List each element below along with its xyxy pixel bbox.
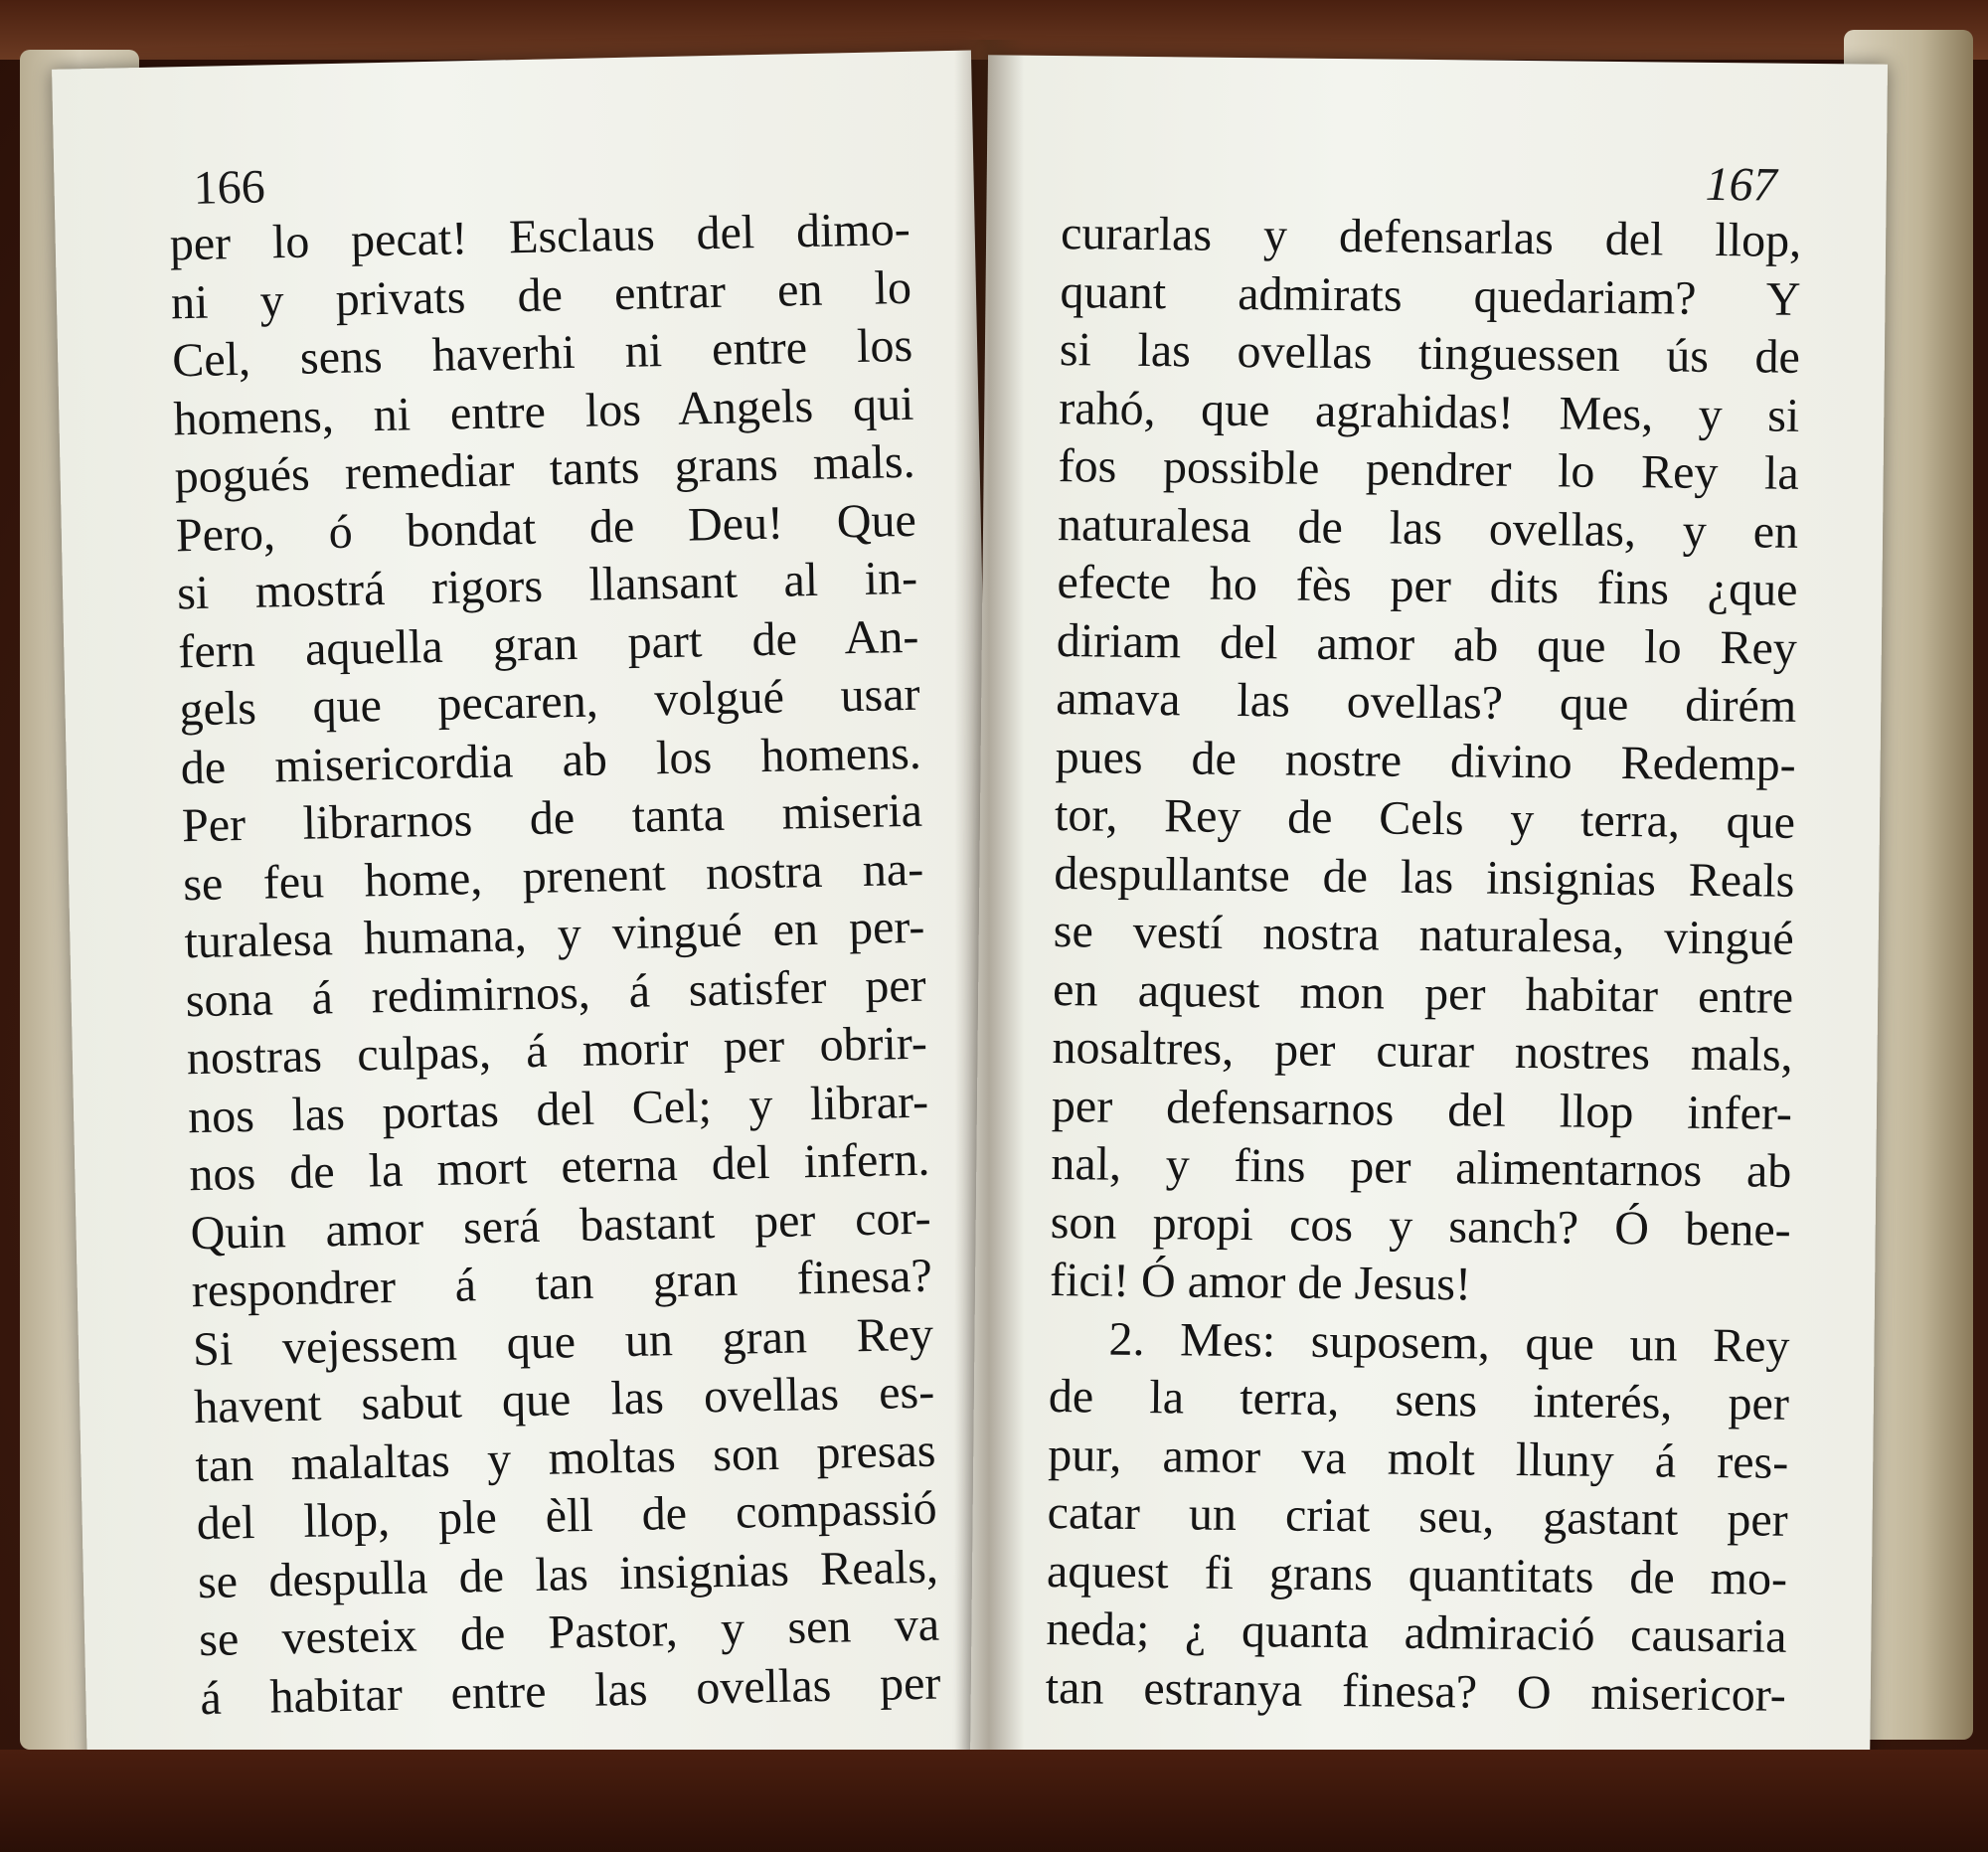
text-line: naturalesa de las ovellas, y en [1057,497,1799,559]
text-line: nostras culpas, á morir per obrir- [186,1016,928,1086]
text-line: nal, y fins per alimentarnos ab [1051,1137,1792,1198]
text-line: Si vejessem que un gran Rey [192,1307,934,1376]
text-line: Cel, sens haverhi ni entre los [171,318,913,388]
text-line: se vesteix de Pastor, y sen va [198,1598,940,1667]
text-line: de la terra, sens interés, per [1048,1370,1790,1431]
text-line: se feu home, prenent nostra na- [182,842,924,911]
text-line: quant admirats quedariam? Y [1060,264,1801,326]
shelf-bottom [0,1750,1988,1852]
text-line: pogués remediar tants grans mals. [174,434,916,504]
text-line: tan estranya finesa? O misericor- [1045,1660,1787,1722]
text-line: curarlas y defensarlas del llop, [1060,207,1802,267]
text-line: fici! Ó amor de Jesus! [1049,1254,1472,1311]
text-line: neda; ¿ quanta admiració causaria [1046,1602,1787,1663]
text-line: Per librarnos de tanta miseria [181,783,923,853]
text-line: nos las portas del Cel; y librar- [187,1075,929,1143]
right-page-text [1046,205,1802,1725]
text-line: amava las ovellas? que dirém [1055,672,1797,733]
page-number-right: 167 [1705,157,1777,212]
page-number-left: 166 [193,160,266,215]
text-line: turalesa humana, y vingué en per- [183,900,925,969]
left-page-text [169,201,941,1728]
text-line: nos de la mort eterna del infern. [188,1132,930,1202]
text-line: fos possible pendrer lo Rey la [1058,439,1799,500]
text-line: 2. Mes: suposem, que un Rey [1108,1312,1790,1373]
text-line: si mostrá rigors llansant al in- [176,551,918,620]
text-line: per lo pecat! Esclaus del dimo- [169,202,911,271]
text-line: respondrer á tan gran finesa? [191,1249,933,1318]
text-line: nosaltres, per curar nostres mals, [1052,1021,1793,1082]
text-line: havent sabut que las ovellas es- [193,1365,935,1434]
text-line: tor, Rey de Cels y terra, que [1054,788,1796,849]
text-line: son propi cos y sanch? Ó bene- [1050,1195,1791,1257]
text-line: aquest fi grans quantitats de mo- [1046,1544,1788,1605]
text-line: pues de nostre divino Redemp- [1055,730,1796,791]
text-line: catar un criat seu, gastant per [1047,1486,1788,1547]
text-line: gels que pecaren, volgué usar [179,667,920,737]
text-line: rahó, que agrahidas! Mes, y si [1059,381,1800,442]
text-line: ni y privats de entrar en lo [170,260,912,329]
text-line: Quin amor será bastant per cor- [190,1191,932,1260]
right-page [970,55,1888,1773]
text-line: á habitar entre las ovellas per [199,1656,941,1725]
text-line: del llop, ple èll de compassió [196,1481,938,1551]
text-line: de misericordia ab los homens. [180,726,922,794]
text-line: sona á redimirnos, á satisfer per [185,958,927,1027]
left-page [52,51,1007,1779]
text-line: en aquest mon per habitar entre [1052,962,1794,1024]
text-line: homens, ni entre los Angels qui [172,377,914,445]
text-line: fern aquella gran part de An- [177,609,919,678]
text-line: se vestí nostra naturalesa, vingué [1053,905,1795,965]
book-gutter [954,40,1024,1769]
text-line: diriam del amor ab que lo Rey [1056,613,1798,675]
text-line: Pero, ó bondat de Deu! Que [175,493,917,562]
text-line: despullantse de las insignias Reals [1054,846,1795,908]
text-line: si las ovellas tinguessen ús de [1059,323,1801,384]
text-line: efecte ho fès per dits fins ¿que [1057,556,1798,616]
text-line: se despulla de las insignias Reals, [197,1540,939,1608]
text-line: pur, amor va molt lluny á res- [1048,1428,1789,1489]
text-line: per defensarnos del llop infer- [1051,1079,1793,1140]
text-line: tan malaltas y moltas son presas [194,1424,936,1492]
